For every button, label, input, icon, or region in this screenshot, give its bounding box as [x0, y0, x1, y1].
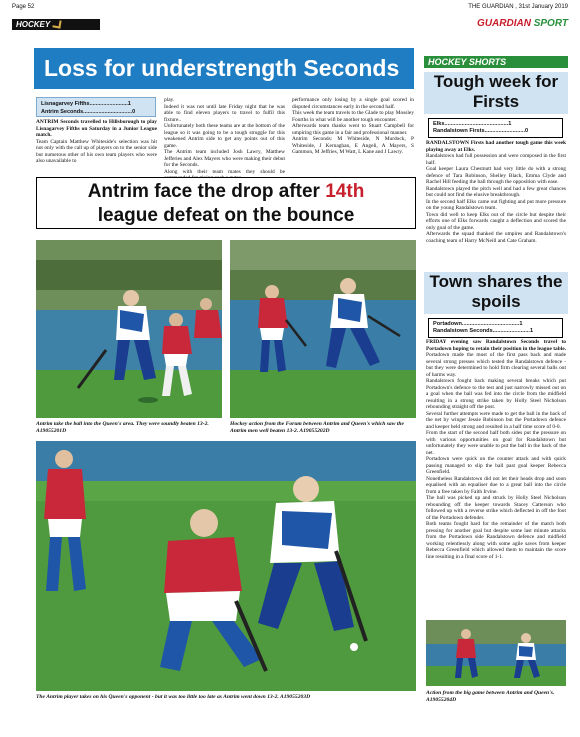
article-paragraph: performance only losing by a single goal scored in disputed circumstances early in the second half. — [292, 97, 414, 110]
article-lead: ANTRIM Seconds travelled to Hillsborough to play Lisnagarvey Fifths on Saturday in a Junior League match. — [36, 119, 157, 138]
article-paragraph: Nonetheless Randalstown did not let their heads drop and soon equalised with an equaliser due to a great ball into the circle from a free taken by Faith Irvine. — [426, 475, 566, 495]
article-paragraph: Randalstown played the pitch well and had a few great chances but could not find the elusive breakthrough. — [426, 185, 566, 198]
main-headline: Loss for understrength Seconds — [34, 48, 414, 89]
photo-3 — [36, 441, 416, 691]
masthead — [477, 18, 568, 29]
article-paragraph: Antrim Seconds: M Whiteside, N Murdock, P Whiteside, J Kernaghan, E Angeli, A Mayers, S Gammon, M Jeffries, M Watt, L Kane and J Lawry. — [292, 136, 414, 155]
article-paragraph: This week the team travels to the Glade to play Mossley Fourths in what will be another tough encounter. — [292, 110, 414, 123]
score-line: Elks.........................................1 — [433, 121, 512, 127]
article-paragraph: Along with their team mates they should be — [164, 168, 285, 175]
article-paragraph: Indeed it was not until late Friday night that he was able to find eleven players to travel to fulfil this fixture.. — [164, 103, 285, 123]
sidebar-story-1-scorebox — [428, 118, 563, 138]
secondary-headline — [36, 177, 416, 229]
hockey-stick-icon — [53, 19, 62, 28]
sidebar-header: HOCKEY SHORTS — [424, 56, 568, 68]
photo-2 — [230, 240, 416, 418]
article-paragraph: In the second half Elks came out fighting and put more pressure on the young Randalstown team. — [426, 198, 566, 211]
sidebar-photo-caption: Action from the big game between Antrim and Queen's. A19055204D — [426, 690, 555, 703]
main-scorebox — [36, 97, 156, 117]
sidebar-story-2-body — [426, 339, 566, 615]
score-line: Lisnagarvey Fifths.........................1 — [41, 101, 131, 107]
masthead-guardian: GUARDIAN — [477, 18, 531, 29]
article-paragraph: Town did well to keep Elks out of the circle but despite their efforts one of Elks forwards caught a deflection and scored the only goal of the game. — [426, 211, 566, 231]
article-paragraph: Randalstown had full possession and were composed in the first half. — [426, 153, 566, 166]
photo-1-caption: Antrim take the ball into the Queen's area. They were soundly beaten 13-2. A19055201D — [36, 421, 209, 434]
sidebar-story-1-body — [426, 140, 566, 268]
score-line: Portadown.....................................1 — [433, 321, 523, 327]
score-line: Antrim Seconds................................0 — [41, 109, 136, 115]
article-lead: FRIDAY evening saw Randalstown Seconds travel to Portadown hoping to retain their position in the league table. — [426, 339, 566, 352]
photo-1 — [36, 240, 222, 418]
article-paragraph: Both teams fought hard for the remainder of the match both pressing for another goal but despite some last minute attacks from the Portadown side Randalstown defence and midfield working relentlessly along with some agile saves from keeper Rebecca Greenfield which allowed them to maintain the score line resulting in a final score of 1-1. — [426, 521, 566, 560]
headline-highlight: 14th — [325, 181, 365, 202]
article-paragraph: Afterwards the squad thanked the umpires and Randalstown's coaching team of Harry McNeill and Cate Graham. — [426, 231, 566, 244]
headline-part: Antrim face the drop after — [87, 181, 326, 202]
section-tab-label: HOCKEY — [16, 20, 51, 29]
masthead-sport: SPORT — [533, 18, 568, 29]
photo-2-caption: Hockey action from the Forum between Antrim and Queen's which saw the Antrim men well beaten 13-2. A19055202D — [230, 421, 404, 434]
page-meta — [12, 4, 568, 14]
headline-part: league defeat on the bounce — [97, 205, 355, 226]
sidebar-story-2-scorebox — [428, 318, 563, 338]
article-paragraph: play. — [164, 97, 175, 103]
article-lead: RANDALSTOWN Firsts had another tough game this week playing away at Elks. — [426, 140, 566, 153]
page-number: Page 52 — [12, 4, 35, 10]
article-paragraph: Portadown were quick on the counter attack and with quick passing managed to slip the ball past goal keeper Rebecca Greenfield. — [426, 456, 566, 475]
sidebar-photo — [426, 620, 566, 686]
article-column-2 — [164, 97, 285, 175]
score-line: Randalstown Seconds........................1 — [433, 328, 534, 334]
article-paragraph: The ball was picked up and struck by Holly Steel Nicholson rebounding off the keeper towards Stacey Catterson who followed up with a reverse strike which deflected in off the foot of the Portadown defender. — [426, 495, 566, 521]
score-line: Randalstown Firsts..........................0 — [433, 128, 529, 134]
section-tab — [12, 19, 100, 30]
article-paragraph: The Antrim team included Josh Lawry, Matthew Jefferies and Alex Mayers who were making their debut for the Seconds. — [164, 149, 285, 168]
issue-date: THE GUARDIAN , 31st January 2019 — [468, 4, 568, 10]
article-column-3 — [292, 97, 414, 175]
article-paragraph: Unfortunately both these teams are at the bottom of the league so it was going to be a tough struggle for this weakened Antrim side to get any points out of this game. — [164, 123, 285, 149]
sidebar-story-2-title: Town shares the spoils — [424, 272, 568, 314]
article-paragraph: Goal keeper Laura Chestnutt had very little do with a strong defence of Tara Robinson, Shelley Black, Emma Clyde and Rachel Hill feeding the ball through the opposition with ease. — [426, 166, 566, 185]
article-paragraph: Team Captain Matthew Whiteside's selection was hit not only with the call up of players on to the senior side but numerous other of his own team players who were also unavailable to — [36, 138, 157, 164]
article-column-1 — [36, 119, 157, 175]
article-paragraph: From the start of the second half both sides put the pressure on with various opportunities on goal for Randalstown but unfortunately they were unable to put the ball in the back of the net. — [426, 430, 566, 456]
photo-3-caption: The Antrim player takes on his Queen's opponent - but it was too little too late as Antrim went down 13-2. A19055203D — [36, 694, 311, 700]
article-paragraph: Portadown made the most of the first pass back and made several strong presses which tested the Randalstown defence - but they were determined to hold firm clearing several balls out of harms way. — [426, 352, 566, 378]
article-paragraph: Several further attempts were made to get the ball in the back of the net by winger Jessie Robinson but the Portadown defence and keeper held strong and resulted in a half time score of 0-0. — [426, 410, 566, 430]
article-paragraph: Randalstown fought back making several breaks which put Portadown's defence to the test and just narrowly missed out on a goal when the ball was fed into the circle from the midfield resulting in a strong strike taken by Holly Steel Nicholson rebounding straight off the post. — [426, 378, 566, 410]
article-paragraph: Afterwards team thanks went to Stuart Campbell for umpiring this game in a fair and professional manner. — [292, 123, 414, 136]
sidebar-story-1-title: Tough week for Firsts — [424, 72, 568, 114]
